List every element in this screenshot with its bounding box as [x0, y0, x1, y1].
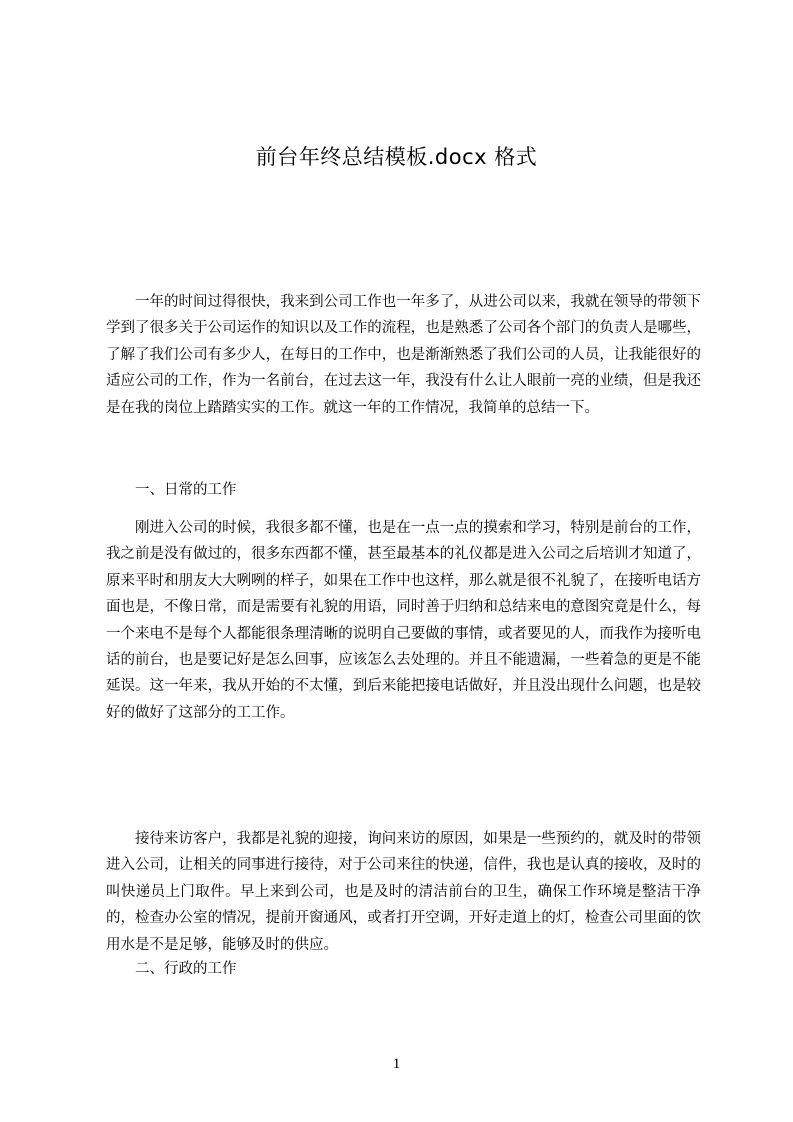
paragraph-daily-work: 刚进入公司的时候，我很多都不懂，也是在一点一点的摸索和学习，特别是前台的工作，我之前是没有做过的，很多东西都不懂，甚至最基本的礼仪都是进入公司之后培训才知道了，原来平时和朋友大大咧咧的样子，如果在工作中也这样，那么就是很不礼貌了，在接听电话方面也是，不像日常，而是需要有礼貌的用语，同时善于归纳和总结来电的意图究竟是什么，每一个来电不是每个人都能很条理清晰的说明自己要做的事情，或者要见的人，而我作为接听电话的前台，也是要记好是怎么回事，应该怎么去处理的。并且不能遗漏，一些着急的更是不能延误。这一年来，我从开始的不太懂，到后来能把接电话做好，并且没出现什么问题，也是较好的做好了这部分的工工作。: [106, 520, 701, 721]
page-number: 1: [392, 1056, 401, 1072]
heading-daily-work: 一、日常的工作: [135, 482, 237, 498]
heading-admin-work: 二、行政的工作: [135, 961, 237, 977]
document-title: 前台年终总结模板.docx 格式: [255, 145, 538, 169]
paragraph-intro: 一年的时间过得很快，我来到公司工作也一年多了，从进公司以来，我就在领导的带领下学到了很多关于公司运作的知识以及工作的流程，也是熟悉了公司各个部门的负责人是哪些，了解了我们公司有多少人，在每日的工作中，也是渐渐熟悉了我们公司的人员，让我能很好的适应公司的工作，作为一名前台，在过去这一年，我没有什么让人眼前一亮的业绩，但是我还是在我的岗位上踏踏实实的工作。就这一年的工作情况，我简单的总结一下。: [106, 294, 701, 416]
paragraph-visitors: 接待来访客户，我都是礼貌的迎接，询问来访的原因，如果是一些预约的，就及时的带领进入公司，让相关的同事进行接待，对于公司来往的快递，信件，我也是认真的接收，及时的叫快递员上门取件。早上来到公司，也是及时的清洁前台的卫生，确保工作环境是整洁干净的，检查办公室的情况，提前开窗通风，或者打开空调，开好走道上的灯，检查公司里面的饮用水是不是足够，能够及时的供应。: [106, 831, 701, 953]
